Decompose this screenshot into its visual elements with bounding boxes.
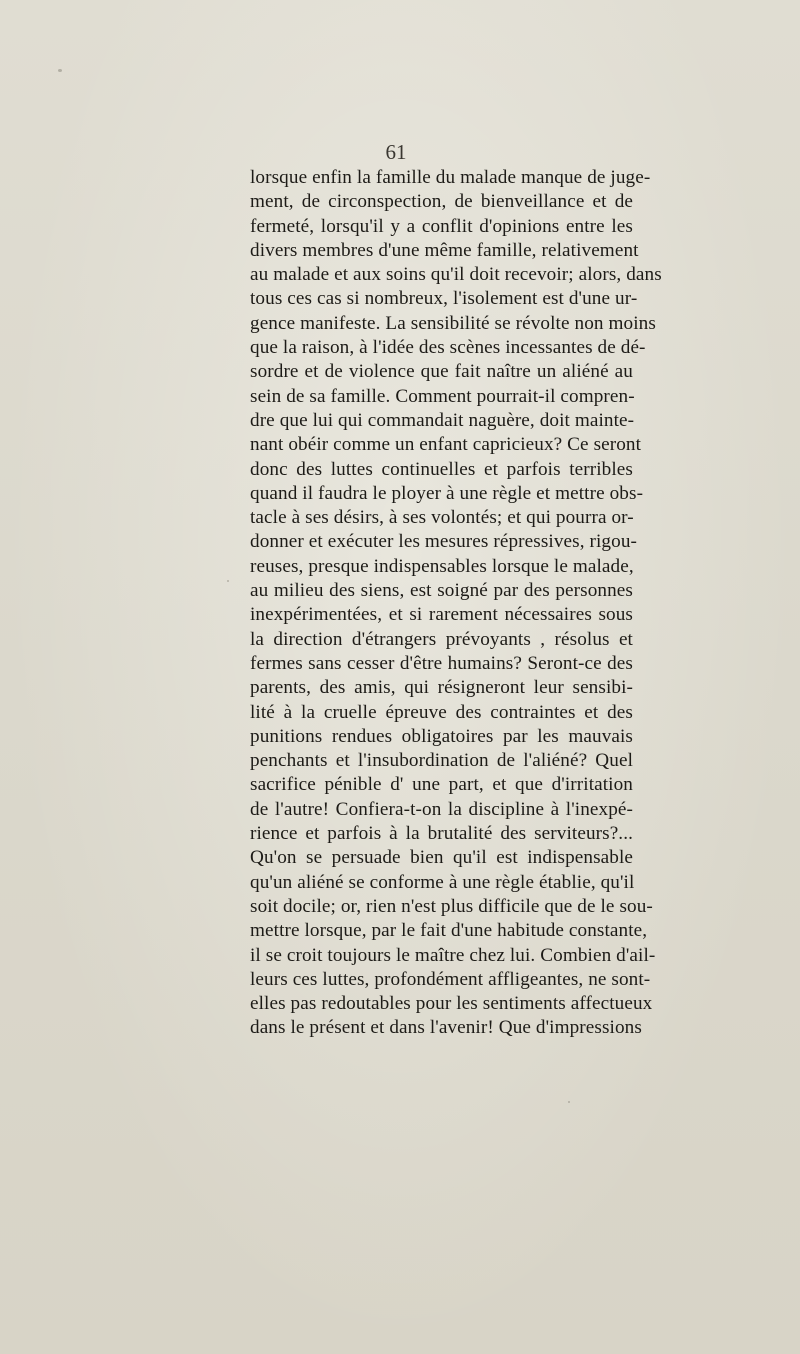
text-line: inexpérimentées, et si rarement nécessaires sous (250, 604, 633, 626)
text-line: rience et parfois à la brutalité des serviteurs?... (250, 823, 633, 845)
text-line: leurs ces luttes, profondément affligeantes, ne sont- (250, 968, 651, 990)
text-line: lité à la cruelle épreuve des contraintes et des (250, 701, 633, 723)
text-line: quand il faudra le ployer à une règle et mettre obs- (250, 482, 644, 504)
text-line: il se croit toujours le maître chez lui. Combien d'ail- (250, 944, 656, 966)
text-line: donner et exécuter les mesures répressives, rigou- (250, 531, 638, 553)
text-line: fermeté, lorsqu'il y a conflit d'opinions entre les (250, 215, 633, 237)
text-line: soit docile; or, rien n'est plus difficile que de le sou- (250, 895, 653, 917)
text-line: divers membres d'une même famille, relativement (250, 239, 639, 261)
text-line: tacle à ses désirs, à ses volontés; et qui pourra or- (250, 507, 634, 529)
paper-speck (227, 580, 229, 582)
paper-speck (568, 1101, 570, 1103)
text-line: sein de sa famille. Comment pourrait-il compren- (250, 385, 635, 407)
text-line: qu'un aliéné se conforme à une règle établie, qu'il (250, 871, 635, 893)
text-line: fermes sans cesser d'être humains? Seront-ce des (250, 652, 633, 674)
text-line: gence manifeste. La sensibilité se révolte non moins (250, 312, 656, 334)
text-line: penchants et l'insubordination de l'aliéné? Quel (250, 750, 633, 772)
text-line: au milieu des siens, est soigné par des personnes (250, 580, 633, 602)
text-line: parents, des amis, qui résigneront leur sensibi- (250, 677, 633, 699)
text-line: Qu'on se persuade bien qu'il est indispensable (250, 847, 633, 869)
text-line: reuses, presque indispensables lorsque le malade, (250, 555, 634, 577)
text-line: au malade et aux soins qu'il doit recevoir; alors, dans (250, 264, 662, 286)
text-line: dre que lui qui commandait naguère, doit mainte- (250, 409, 635, 431)
text-line: elles pas redoutables pour les sentiments affectueux (250, 993, 653, 1015)
text-line: punitions rendues obligatoires par les mauvais (250, 725, 633, 747)
text-line: de l'autre! Confiera-t-on la discipline à l'inexpé- (250, 798, 633, 820)
text-line: lorsque enfin la famille du malade manque de juge- (250, 167, 651, 188)
paper-speck (58, 69, 62, 72)
text-line: la direction d'étrangers prévoyants , résolus et (250, 628, 633, 650)
text-line: sordre et de violence que fait naître un aliéné au (250, 361, 633, 383)
text-line: sacrifice pénible d' une part, et que d'irritation (250, 774, 633, 796)
text-line: mettre lorsque, par le fait d'une habitude constante, (250, 920, 648, 942)
text-line: donc des luttes continuelles et parfois terribles (250, 458, 633, 480)
text-line: nant obéir comme un enfant capricieux? Ce seront (250, 434, 642, 456)
text-line: tous ces cas si nombreux, l'isolement est d'une ur- (250, 288, 638, 310)
text-line: dans le présent et dans l'avenir! Que d'impressions (250, 1017, 642, 1039)
text-line: ment, de circonspection, de bienveillance et de (250, 191, 633, 213)
page-number: 61 (385, 140, 407, 164)
body-text (250, 166, 662, 1041)
text-line: que la raison, à l'idée des scènes incessantes de dé- (250, 337, 646, 359)
